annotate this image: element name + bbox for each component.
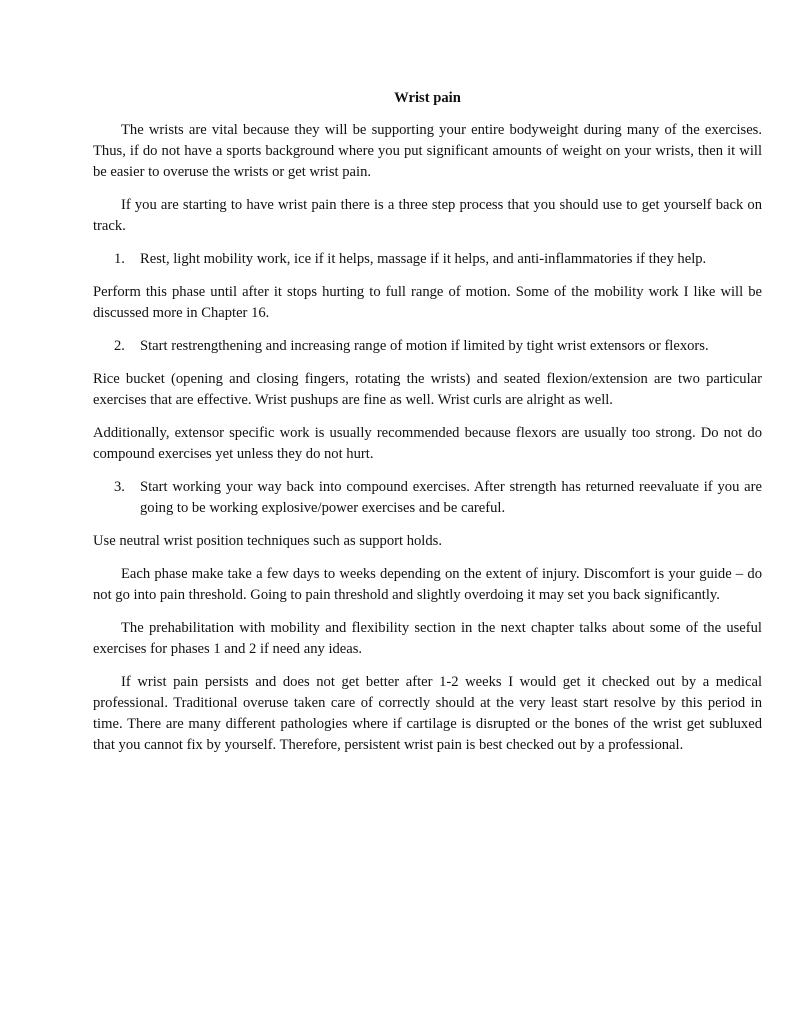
list-number: 3. [114, 479, 125, 495]
list-item-step-2 [93, 336, 762, 357]
list-number: 2. [114, 338, 125, 354]
list-item-step-1 [93, 249, 762, 270]
paragraph-duration: Each phase make take a few days to weeks depending on the extent of injury. Discomfort is your guide – do not go into pain threshold. Going to pain threshold and slightly overdoing it may set you back significantly. [93, 566, 762, 603]
paragraph-phase-1: Perform this phase until after it stops hurting to full range of motion. Some of the mobility work I like will be discussed more in Chapter 16. [93, 284, 762, 321]
list-text: Start working your way back into compound exercises. After strength has returned reevaluate if you are going to be working explosive/power exercises and be careful. [140, 479, 762, 516]
list-number: 1. [114, 251, 125, 267]
list-text: Rest, light mobility work, ice if it helps, massage if it helps, and anti-inflammatories if they help. [140, 251, 707, 267]
paragraph-persistent-pain: If wrist pain persists and does not get better after 1-2 weeks I would get it checked out by a medical professional. Traditional overuse taken care of correctly should at the very least start resolve by this period in time. There are many different pathologies where if cartilage is disrupted or the bones of the wrist get subluxed that you cannot fix by yourself. Therefore, persistent wrist pain is best checked out by a professional. [93, 674, 762, 753]
paragraph-phase-2-exercises: Rice bucket (opening and closing fingers, rotating the wrists) and seated flexion/extension are two particular exercises that are effective. Wrist pushups are fine as well. Wrist curls are alright as well. [93, 371, 762, 408]
document-body [93, 88, 762, 768]
paragraph-intro: The wrists are vital because they will be supporting your entire bodyweight during many of the exercises. Thus, if do not have a sports background where you put significant amounts of weight on your wrists, then it will be easier to overuse the wrists or get wrist pain. [93, 122, 762, 180]
list-item-step-3 [93, 477, 762, 519]
paragraph-phase-3: Use neutral wrist position techniques such as support holds. [93, 533, 442, 549]
page-title: Wrist pain [394, 90, 461, 106]
paragraph-process: If you are starting to have wrist pain there is a three step process that you should use to get yourself back on track. [93, 197, 762, 234]
paragraph-prehab: The prehabilitation with mobility and flexibility section in the next chapter talks about some of the useful exercises for phases 1 and 2 if need any ideas. [93, 620, 762, 657]
list-text: Start restrengthening and increasing range of motion if limited by tight wrist extensors or flexors. [140, 338, 709, 354]
paragraph-phase-2-extensors: Additionally, extensor specific work is usually recommended because flexors are usually too strong. Do not do compound exercises yet unless they do not hurt. [93, 425, 762, 462]
